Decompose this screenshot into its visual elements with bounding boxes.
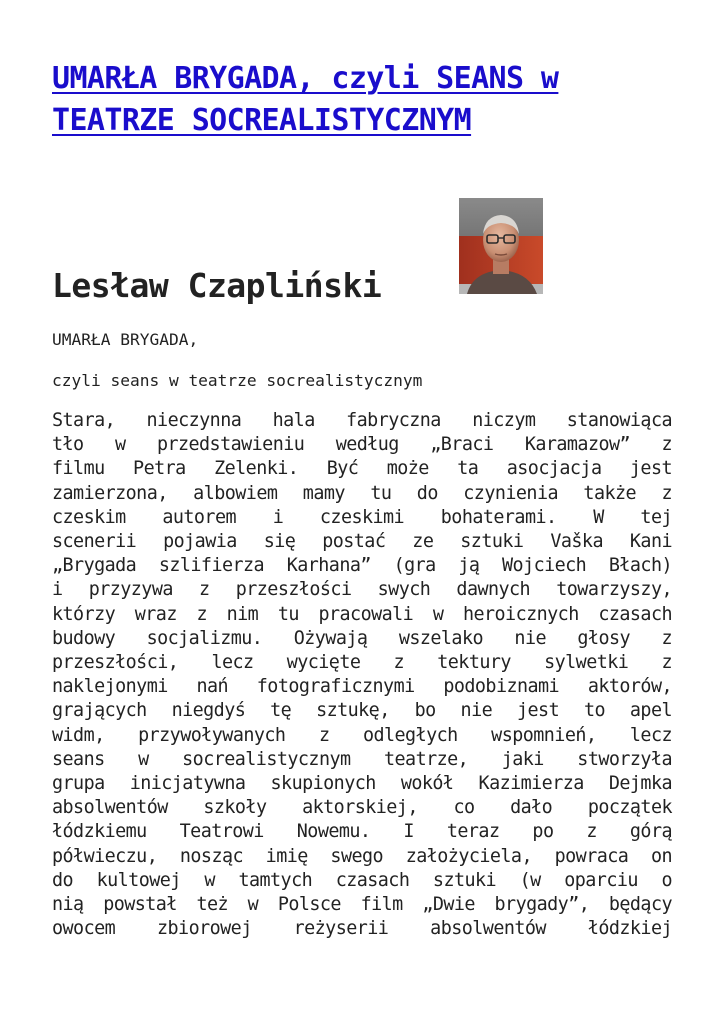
body-line: budowy socjalizmu. Ożywają wszelako nie głosy z xyxy=(52,627,672,649)
body-line: scenerii pojawia się postać ze sztuki Vaška Kani xyxy=(52,531,672,553)
body-line: zamierzona, albowiem mamy tu do czynienia także z xyxy=(52,482,672,504)
body-line: filmu Petra Zelenki. Być może ta asocjacja jest xyxy=(52,458,672,480)
body-line: czeskim autorem i czeskimi bohaterami. W tej xyxy=(52,506,672,528)
body-line: Stara, nieczynna hala fabryczna niczym stanowiąca xyxy=(52,410,672,431)
article-title-link[interactable]: UMARŁA BRYGADA, czyli SEANS w TEATRZE SOCREALISTYCZNYM xyxy=(52,61,559,138)
body-line: seans w socrealistycznym teatrze, jaki stworzyła xyxy=(52,748,672,770)
body-line: do kultowej w tamtych czasach sztuki (w oparciu o xyxy=(52,869,672,891)
body-line: tło w przedstawieniu według „Braci Karamazow” z xyxy=(52,434,672,456)
body-line: nią powstał też w Polsce film „Dwie brygady”, będący xyxy=(52,894,672,916)
article-body xyxy=(52,409,672,941)
body-line: owocem zbiorowej reżyserii absolwentów łódzkiej xyxy=(52,918,672,940)
body-line: którzy wraz z nim tu pracowali w heroicznych czasach xyxy=(52,603,672,625)
author-name: Lesław Czapliński xyxy=(52,266,382,305)
body-line: grupa inicjatywna skupionych wokół Kazimierza Dejmka xyxy=(52,773,672,795)
author-photo xyxy=(459,198,543,294)
subtitle-line-1: UMARŁA BRYGADA, xyxy=(52,330,199,349)
body-line: łódzkiemu Teatrowi Nowemu. I teraz po z górą xyxy=(52,821,672,843)
body-line: półwieczu, nosząc imię swego założyciela, powraca on xyxy=(52,845,672,867)
body-line: naklejonymi nań fotograficznymi podobiznami aktorów, xyxy=(52,676,672,698)
body-line: widm, przywoływanych z odległych wspomnień, lecz xyxy=(52,724,672,746)
body-line: absolwentów szkoły aktorskiej, co dało początek xyxy=(52,797,672,819)
body-line: i przyzywa z przeszłości swych dawnych towarzyszy, xyxy=(52,579,672,601)
body-line: przeszłości, lecz wycięte z tektury sylwetki z xyxy=(52,652,672,674)
subtitle-line-2: czyli seans w teatrze socrealistycznym xyxy=(52,371,423,390)
body-line: „Brygada szlifierza Karhana” (gra ją Wojciech Błach) xyxy=(52,555,672,577)
body-line: grających niegdyś tę sztukę, bo nie jest to apel xyxy=(52,700,672,722)
